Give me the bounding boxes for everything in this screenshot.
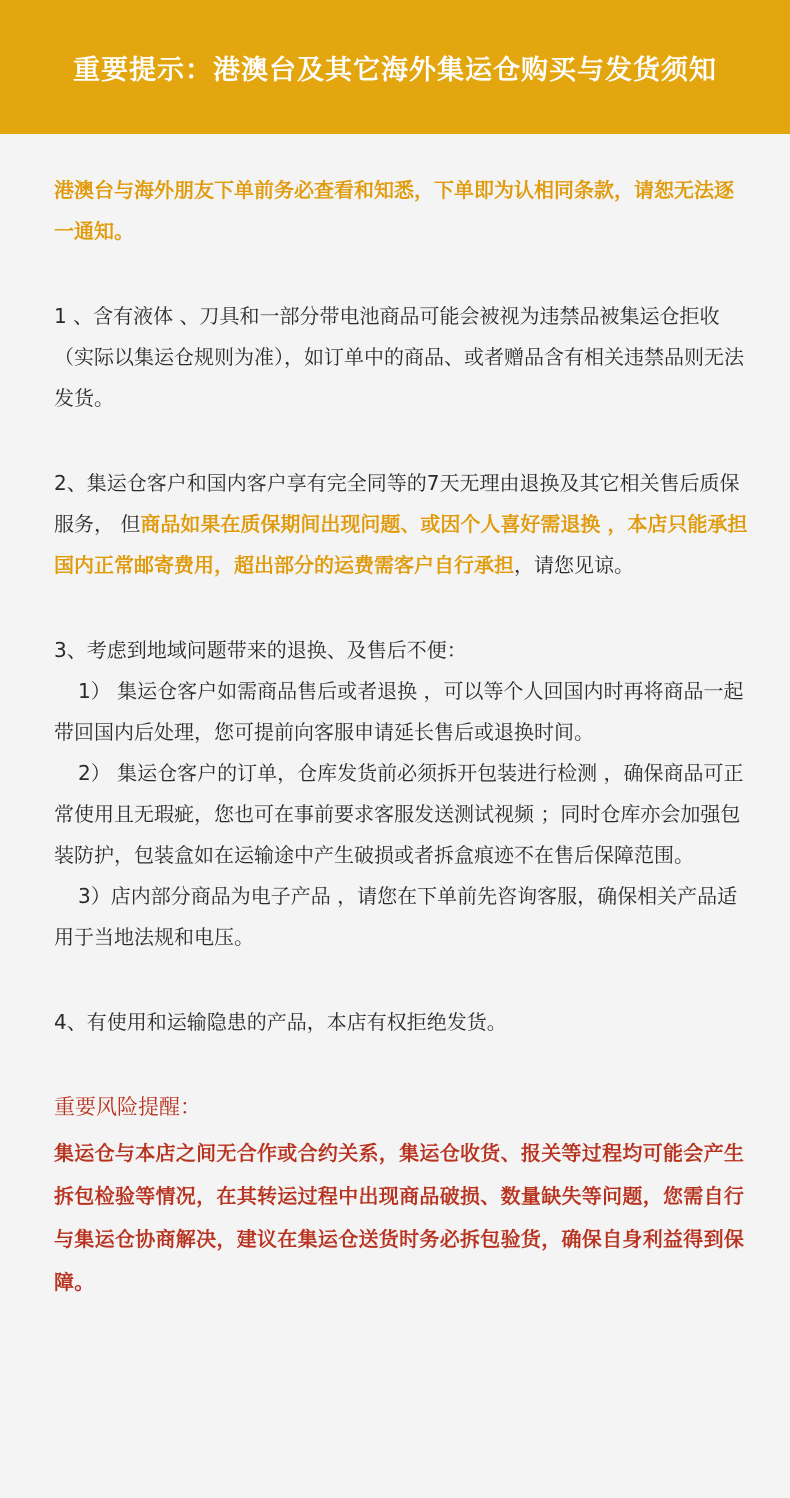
risk-title: 重要风险提醒： bbox=[54, 1095, 201, 1119]
item-2 bbox=[54, 463, 750, 586]
item-3 bbox=[54, 630, 750, 958]
page-title: 重要提示：港澳台及其它海外集运仓购买与发货须知 bbox=[73, 54, 717, 86]
item-3-sub-1: 1） 集运仓客户如需商品售后或者退换 ，可以等个人回国内时再将商品一起带回国内后处理，您可提前向客服申请延长售后或退换时间。 bbox=[54, 679, 744, 744]
intro-notice: 港澳台与海外朋友下单前务必查看和知悉，下单即为认相同条款，请恕无法逐一通知。 bbox=[54, 178, 734, 243]
item-2-text: 2、集运仓客户和国内客户享有完全同等的7天无理由退换及其它相关售后质保服务， 但 bbox=[54, 471, 740, 536]
notice-content bbox=[0, 134, 790, 1304]
item-4: 4、有使用和运输隐患的产品，本店有权拒绝发货。 bbox=[54, 1010, 507, 1034]
item-3-sub-2: 2） 集运仓客户的订单，仓库发货前必须拆开包装进行检测 ，确保商品可正常使用且无瑕疵，您也可在事前要求客服发送测试视频 ；同时仓库亦会加强包装防护，包装盒如在运输途中产生破损或者拆盒痕迹不在售后保障范围。 bbox=[54, 761, 744, 867]
item-1: 1 、含有液体 、刀具和一部分带电池商品可能会被视为违禁品被集运仓拒收（实际以集运仓规则为准），如订单中的商品、或者赠品含有相关违禁品则无法发货。 bbox=[54, 304, 744, 410]
item-3-sub-3: 3）店内部分商品为电子产品 ，请您在下单前先咨询客服，确保相关产品适用于当地法规和电压。 bbox=[54, 884, 738, 949]
risk-body: 集运仓与本店之间无合作或合约关系，集运仓收货、报关等过程均可能会产生拆包检验等情况，在其转运过程中出现商品破损、数量缺失等问题，您需自行与集运仓协商解决，建议在集运仓送货时务必拆包验货，确保自身利益得到保障。 bbox=[54, 1141, 745, 1294]
item-2-highlight: 商品如果在质保期间出现问题、或因个人喜好需退换 ，本店只能承担国内正常邮寄费用，超出部分的运费需客户自行承担 bbox=[54, 512, 748, 577]
item-3-lead: 3、考虑到地域问题带来的退换、及售后不便： bbox=[54, 638, 467, 662]
item-2-tail: ，请您见谅。 bbox=[514, 553, 634, 577]
header-banner bbox=[0, 0, 790, 134]
